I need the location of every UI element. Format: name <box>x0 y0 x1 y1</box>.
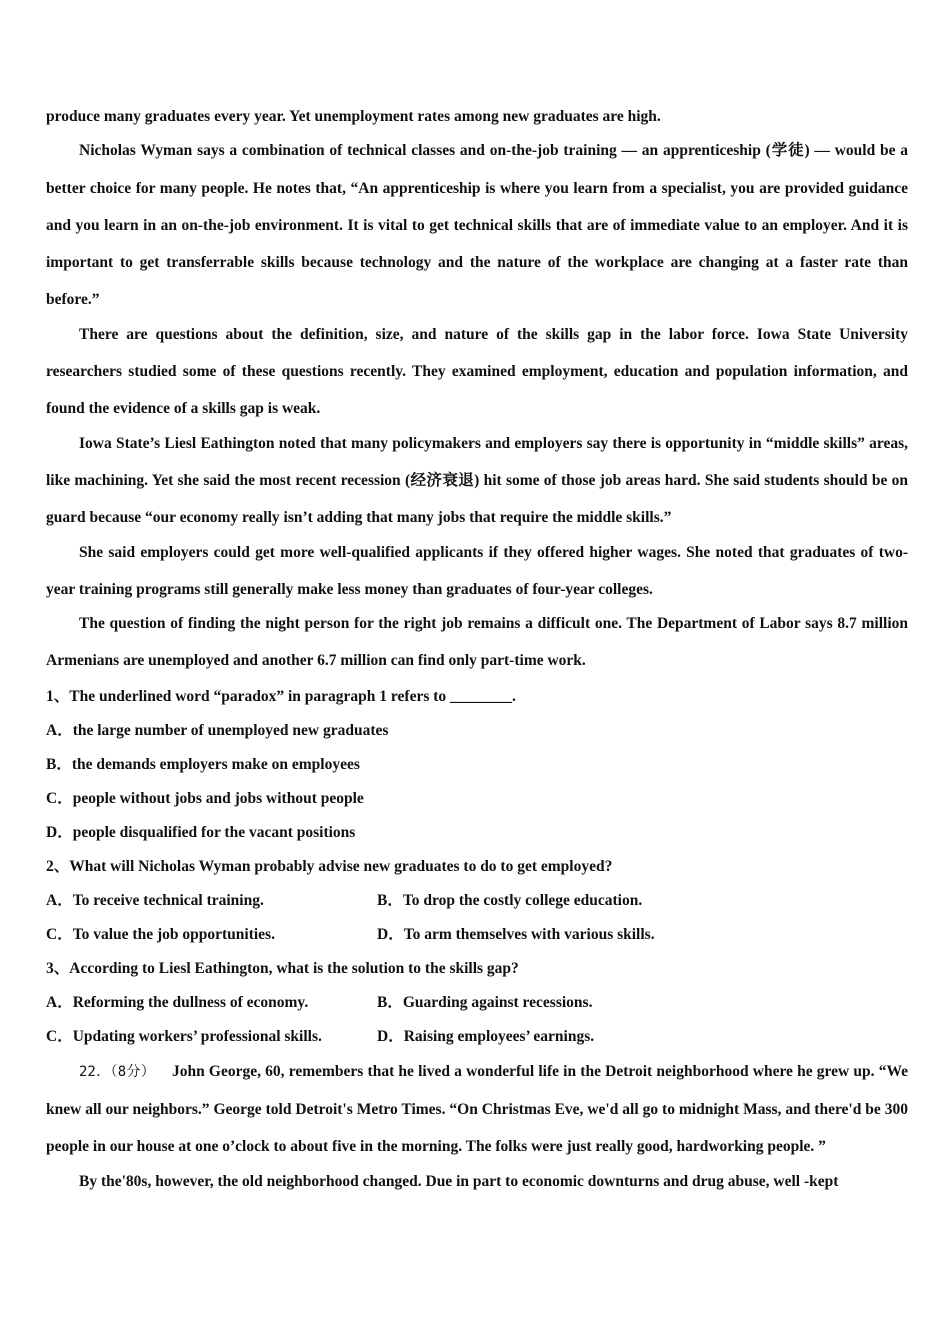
question-stem: 3、According to Liesl Eathington, what is the solution to the skills gap? <box>46 959 519 977</box>
option-b: B．Guarding against recessions. <box>377 993 593 1011</box>
passage2-paragraph-1-text: John George, 60, remembers that he lived a wonderful life in the Detroit neighborhood where he grew up. “We knew all our neighbors.” George told Detroit's Metro Times. “On Christmas Eve, we'd all go to midnight Mass, and there'd be 300 people in our house at one o’clock to about five in the morning. The folks were just really good, hardworking people. ” <box>46 1062 909 1156</box>
passage2-paragraph-2: By the'80s, however, the old neighborhood changed. Due in part to economic downturns and drug abuse, well -kept <box>79 1172 839 1190</box>
option-a: A．the large number of unemployed new graduates <box>46 721 389 739</box>
document-page <box>46 98 908 1200</box>
passage1-paragraph-5: She said employers could get more well-qualified applicants if they offered higher wages. She noted that graduates of two-year training programs still generally make less money than graduates of four-year colleges. <box>46 543 908 598</box>
passage2-paragraph-1 <box>46 1053 908 1166</box>
option-a: A．To receive technical training. <box>46 891 264 909</box>
question-stem: 1、The underlined word “paradox” in paragraph 1 refers to ________. <box>46 687 516 705</box>
option-c: C．Updating workers’ professional skills. <box>46 1027 322 1045</box>
question-2 <box>46 850 908 952</box>
question-1 <box>46 680 908 850</box>
passage1-paragraph-3: There are questions about the definition, size, and nature of the skills gap in the labor force. Iowa State University researchers studied some of these questions recently. They examined employment, education and population information, and found the evidence of a skills gap is weak. <box>46 325 908 418</box>
passage1-paragraph-6: The question of finding the night person for the right job remains a difficult one. The Department of Labor says 8.7 million Armenians are unemployed and another 6.7 million can find only part-time work. <box>46 615 908 670</box>
option-d: D．To arm themselves with various skills. <box>377 925 655 943</box>
option-d: D．people disqualified for the vacant positions <box>46 823 356 841</box>
passage2-number: 22．（8分） <box>79 1063 156 1080</box>
option-a: A．Reforming the dullness of economy. <box>46 993 309 1011</box>
option-c: C．To value the job opportunities. <box>46 925 275 943</box>
passage1-paragraph-4: Iowa State’s Liesl Eathington noted that many policymakers and employers say there is opportunity in “middle skills” areas, like machining. Yet she said the most recent recession (经济衰退) hit some of those job areas hard. She said students should be on guard because “our economy really isn’t adding that many jobs that require the middle skills.” <box>46 434 908 527</box>
option-b: B．To drop the costly college education. <box>377 891 643 909</box>
option-c: C．people without jobs and jobs without people <box>46 789 364 807</box>
question-stem: 2、What will Nicholas Wyman probably advise new graduates to do to get employed? <box>46 857 613 875</box>
option-d: D．Raising employees’ earnings. <box>377 1027 595 1045</box>
question-3 <box>46 952 908 1054</box>
passage1-paragraph-1: produce many graduates every year. Yet unemployment rates among new graduates are high. <box>46 108 661 125</box>
option-b: B．the demands employers make on employees <box>46 755 360 773</box>
passage1-paragraph-2: Nicholas Wyman says a combination of technical classes and on-the-job training — an apprenticeship (学徒) — would be a better choice for many people. He notes that, “An apprenticeship is where you learn from a specialist, you are provided guidance and you learn in an on-the-job environment. It is vital to get technical skills that are of immediate value to an employer. And it is important to get transferrable skills because technology and the nature of the workplace are changing at a faster rate than before.” <box>46 142 908 309</box>
